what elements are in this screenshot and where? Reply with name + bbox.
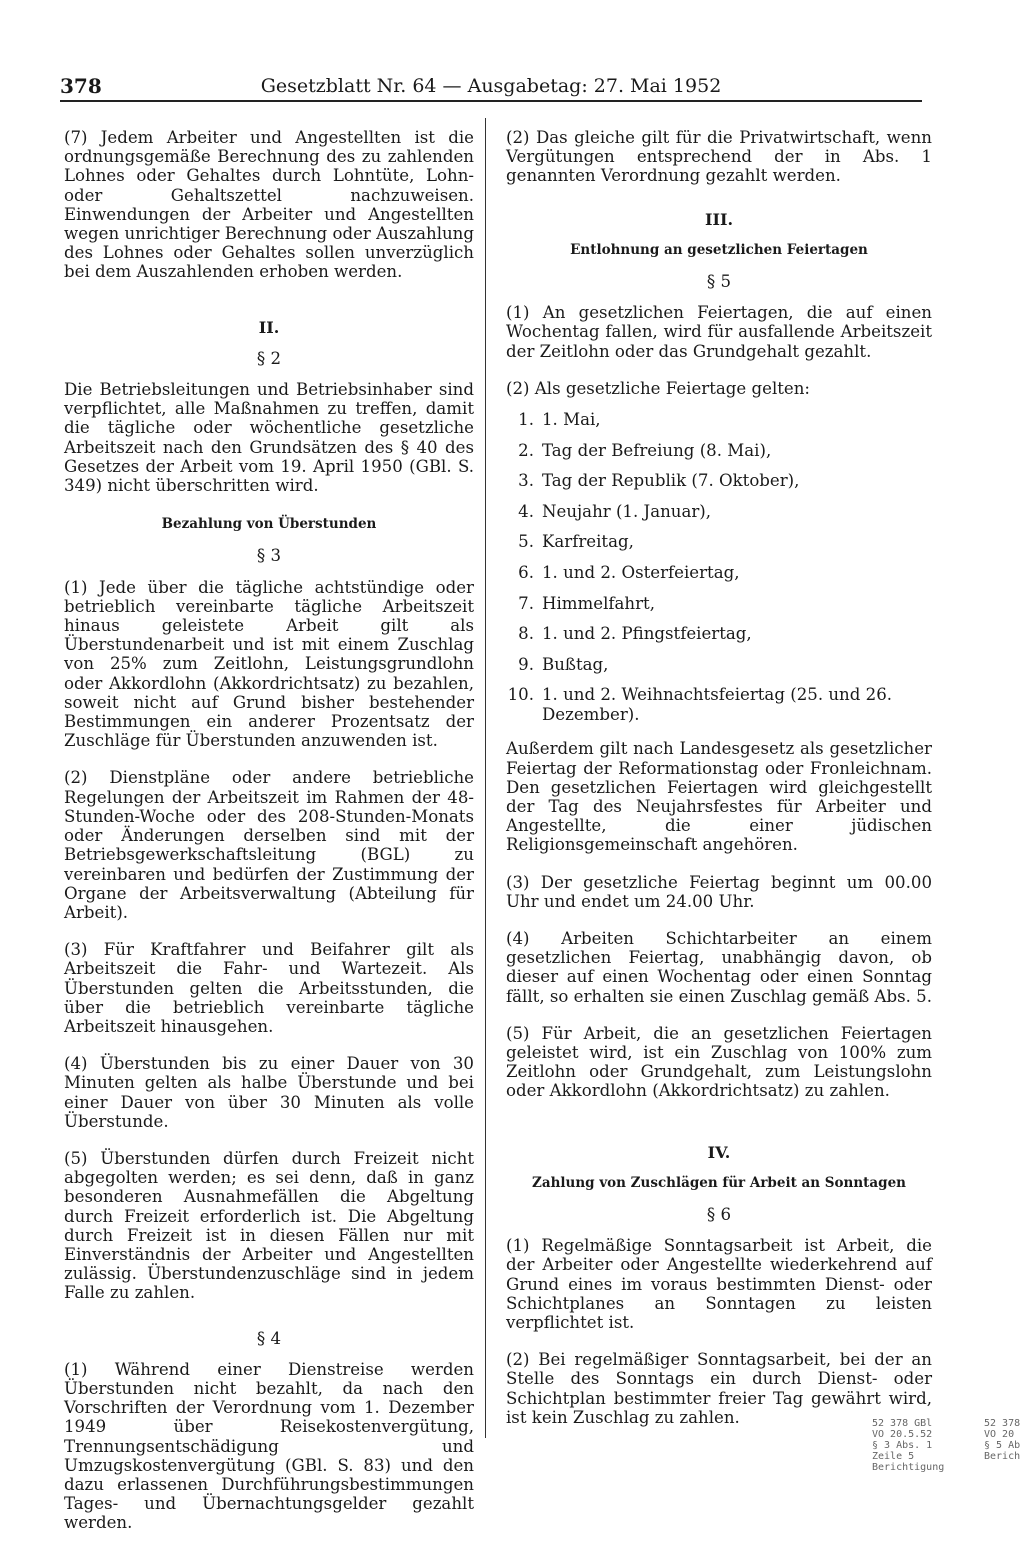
page-header xyxy=(60,74,922,100)
paragraph-4-2: (2) Das gleiche gilt für die Privatwirtschaft, wenn Vergütungen entsprechend der in Abs. 1 genannten Verordnung gezahlt werden. xyxy=(506,128,932,186)
margin-note: 52 378 GBl VO 20.5.52 § 3 Abs. 1 Zeile 5 Berichtigung xyxy=(872,1418,945,1473)
holiday-list xyxy=(506,410,932,729)
paragraph-3-3: (3) Für Kraftfahrer und Beifahrer gilt als Arbeitszeit die Fahr- und Wartezeit. Als Überstunden gelten die Arbeitsstunden, die über die betrieblich vereinbarte tägliche Arbeitszeit hinausgehen. xyxy=(64,940,474,1036)
paragraph-6-1: (1) Regelmäßige Sonntagsarbeit ist Arbeit, die der Arbeiter oder Angestellte wiederkehrend auf Grund eines im voraus bestimmten Dienst- oder Schichtplanes an Sonntagen zu leisten verpflichtet ist. xyxy=(506,1236,932,1333)
paragraph-5-4: (4) Arbeiten Schichtarbeiter an einem gesetzlichen Feiertag, unabhängig davon, ob dieser auf einen Wochentag oder einen Sonntag fällt, so erhalten sie einen Zuschlag gemäß Abs. 5. xyxy=(506,929,932,1006)
subheading-holidays: Entlohnung an gesetzlichen Feiertagen xyxy=(570,241,868,258)
list-item: 5. Karfreitag, xyxy=(518,532,634,552)
paragraph-sign-3: § 3 xyxy=(256,546,282,566)
subheading-overtime: Bezahlung von Überstunden xyxy=(161,516,377,533)
paragraph-3-2: (2) Dienstpläne oder andere betriebliche Regelungen der Arbeitszeit im Rahmen der 48-Stunden-Woche oder des 208-Stunden-Monats oder Änderungen derselben sind mit der Betriebsgewerkschaftsleitung (BGL) zu vereinbaren und bedürfen der Zustimmung der Organe der Arbeitsverwaltung (Abteilung für Arbeit). xyxy=(64,768,474,922)
paragraph-sign-4: § 4 xyxy=(256,1328,282,1348)
list-item: 4. Neujahr (1. Januar), xyxy=(518,501,712,521)
paragraph-2-text: Die Betriebsleitungen und Betriebsinhaber sind verpflichtet, alle Maßnahmen zu treffen, damit die tägliche oder wöchentliche gesetzliche Arbeitszeit nach den Grundsätzen des § 40 des Gesetzes der Arbeit vom 19. April 1950 (GBl. S. 349) nicht überschritten wird. xyxy=(64,380,474,496)
paragraph-sign-6: § 6 xyxy=(706,1205,732,1225)
list-item: 9. Bußtag, xyxy=(518,654,609,674)
list-item: 3. Tag der Republik (7. Oktober), xyxy=(518,471,800,491)
section-heading-iii: III. xyxy=(704,209,734,229)
paragraph-5-5: (5) Für Arbeit, die an gesetzlichen Feiertagen geleistet wird, ist ein Zuschlag von 100% zum Zeitlohn oder Grundgehalt, zum Leistungslohn oder Akkordlohn (Akkordrichtsatz) zu zahlen. xyxy=(506,1023,932,1101)
column-divider xyxy=(485,118,486,1438)
left-column xyxy=(64,128,474,1545)
list-item: 10. 1. und 2. Weihnachtsfeiertag (25. und 26. Dezember). xyxy=(507,685,893,724)
page-number: 378 xyxy=(60,74,102,98)
paragraph-6-2: (2) Bei regelmäßiger Sonntagsarbeit, bei der an Stelle des Sonntags ein durch Dienst- oder Schichtplan bestimmter freier Tag gewährt wird, ist kein Zuschlag zu zahlen. xyxy=(506,1350,932,1427)
paragraph-5-extra: Außerdem gilt nach Landesgesetz als gesetzlicher Feiertag der Reformationstag oder Fronleichnam. Den gesetzlichen Feiertagen wird gleichgestellt der Tag des Neujahrsfestes für Arbeiter und Angestellte, die einer jüdischen Religionsgemeinschaft angehören. xyxy=(506,739,932,855)
paragraph-3-5: (5) Überstunden dürfen durch Freizeit nicht abgegolten werden; es sei denn, daß in ganz besonderen Ausnahmefällen die Abgeltung durch Freizeit erforderlich ist. Die Abgeltung durch Freizeit ist in diesen Fällen nur mit Einverständnis der Arbeiter und Angestellten zulässig. Überstundenzuschläge sind in jedem Falle zu zahlen. xyxy=(64,1148,474,1303)
margin-note: 52 378 VO 20 § 5 Ab Berich xyxy=(984,1418,1021,1462)
paragraph-4-1: (1) Während einer Dienstreise werden Überstunden nicht bezahlt, da nach den Vorschriften der Verordnung vom 1. Dezember 1949 über Reisekostenvergütung, Trennungsentschädigung und Umzugskostenvergütung (GBl. S. 83) und den dazu erlassenen Durchführungsbestimmungen Tages- und Übernachtungsgelder gezahlt werden. xyxy=(64,1359,474,1533)
subheading-sundays: Zahlung von Zuschlägen für Arbeit an Sonntagen xyxy=(532,1174,906,1191)
paragraph-5-3: (3) Der gesetzliche Feiertag beginnt um 00.00 Uhr und endet um 24.00 Uhr. xyxy=(506,872,932,911)
paragraph-3-1: (1) Jede über die tägliche achtstündige oder betrieblich vereinbarte tägliche Arbeitszeit hinaus geleistete Arbeit gilt als Überstundenarbeit und ist mit einem Zuschlag von 25% zum Zeitlohn, Leistungsgrundlohn oder Akkordlohn (Akkordrichtsatz) zu bezahlen, soweit nicht auf Grund bisher bestehender Bestimmungen ein anderer Prozentsatz der Zuschläge für Überstunden anzuwenden ist. xyxy=(64,577,474,751)
paragraph-sign-2: § 2 xyxy=(256,348,282,368)
gazette-title: Gesetzblatt Nr. 64 — Ausgabetag: 27. Mai 1952 xyxy=(260,75,722,97)
header-rule xyxy=(60,100,922,102)
list-item: 2. Tag der Befreiung (8. Mai), xyxy=(518,440,772,460)
list-item: 7. Himmelfahrt, xyxy=(518,593,655,613)
list-item: 8. 1. und 2. Pfingstfeiertag, xyxy=(518,624,752,644)
section-heading-iv: IV. xyxy=(707,1142,731,1162)
list-item: 6. 1. und 2. Osterfeiertag, xyxy=(518,563,740,582)
paragraph-sign-5: § 5 xyxy=(706,272,732,292)
paragraph-3-4: (4) Überstunden bis zu einer Dauer von 30 Minuten gelten als halbe Überstunde und bei einer Dauer von über 30 Minuten als volle Überstunde. xyxy=(64,1054,474,1131)
paragraph-5-1: (1) An gesetzlichen Feiertagen, die auf einen Wochentag fallen, wird für ausfallende Arbeitszeit der Zeitlohn oder das Grundgehalt gezahlt. xyxy=(506,303,932,361)
paragraph-5-2: (2) Als gesetzliche Feiertage gelten: xyxy=(506,378,811,398)
section-heading-ii: II. xyxy=(258,317,280,337)
list-item: 1. 1. Mai, xyxy=(518,410,601,430)
right-column xyxy=(506,128,932,1439)
paragraph-1-7: (7) Jedem Arbeiter und Angestellten ist die ordnungsgemäße Berechnung des zu zahlenden Lohnes oder Gehaltes durch Lohntüte, Lohn- oder Gehaltszettel nachzuweisen. Einwendungen der Arbeiter und Angestellten wegen unrichtiger Berechnung oder Auszahlung des Lohnes oder Gehaltes sollen unverzüglich bei dem Auszahlenden erhoben werden. xyxy=(64,128,474,282)
